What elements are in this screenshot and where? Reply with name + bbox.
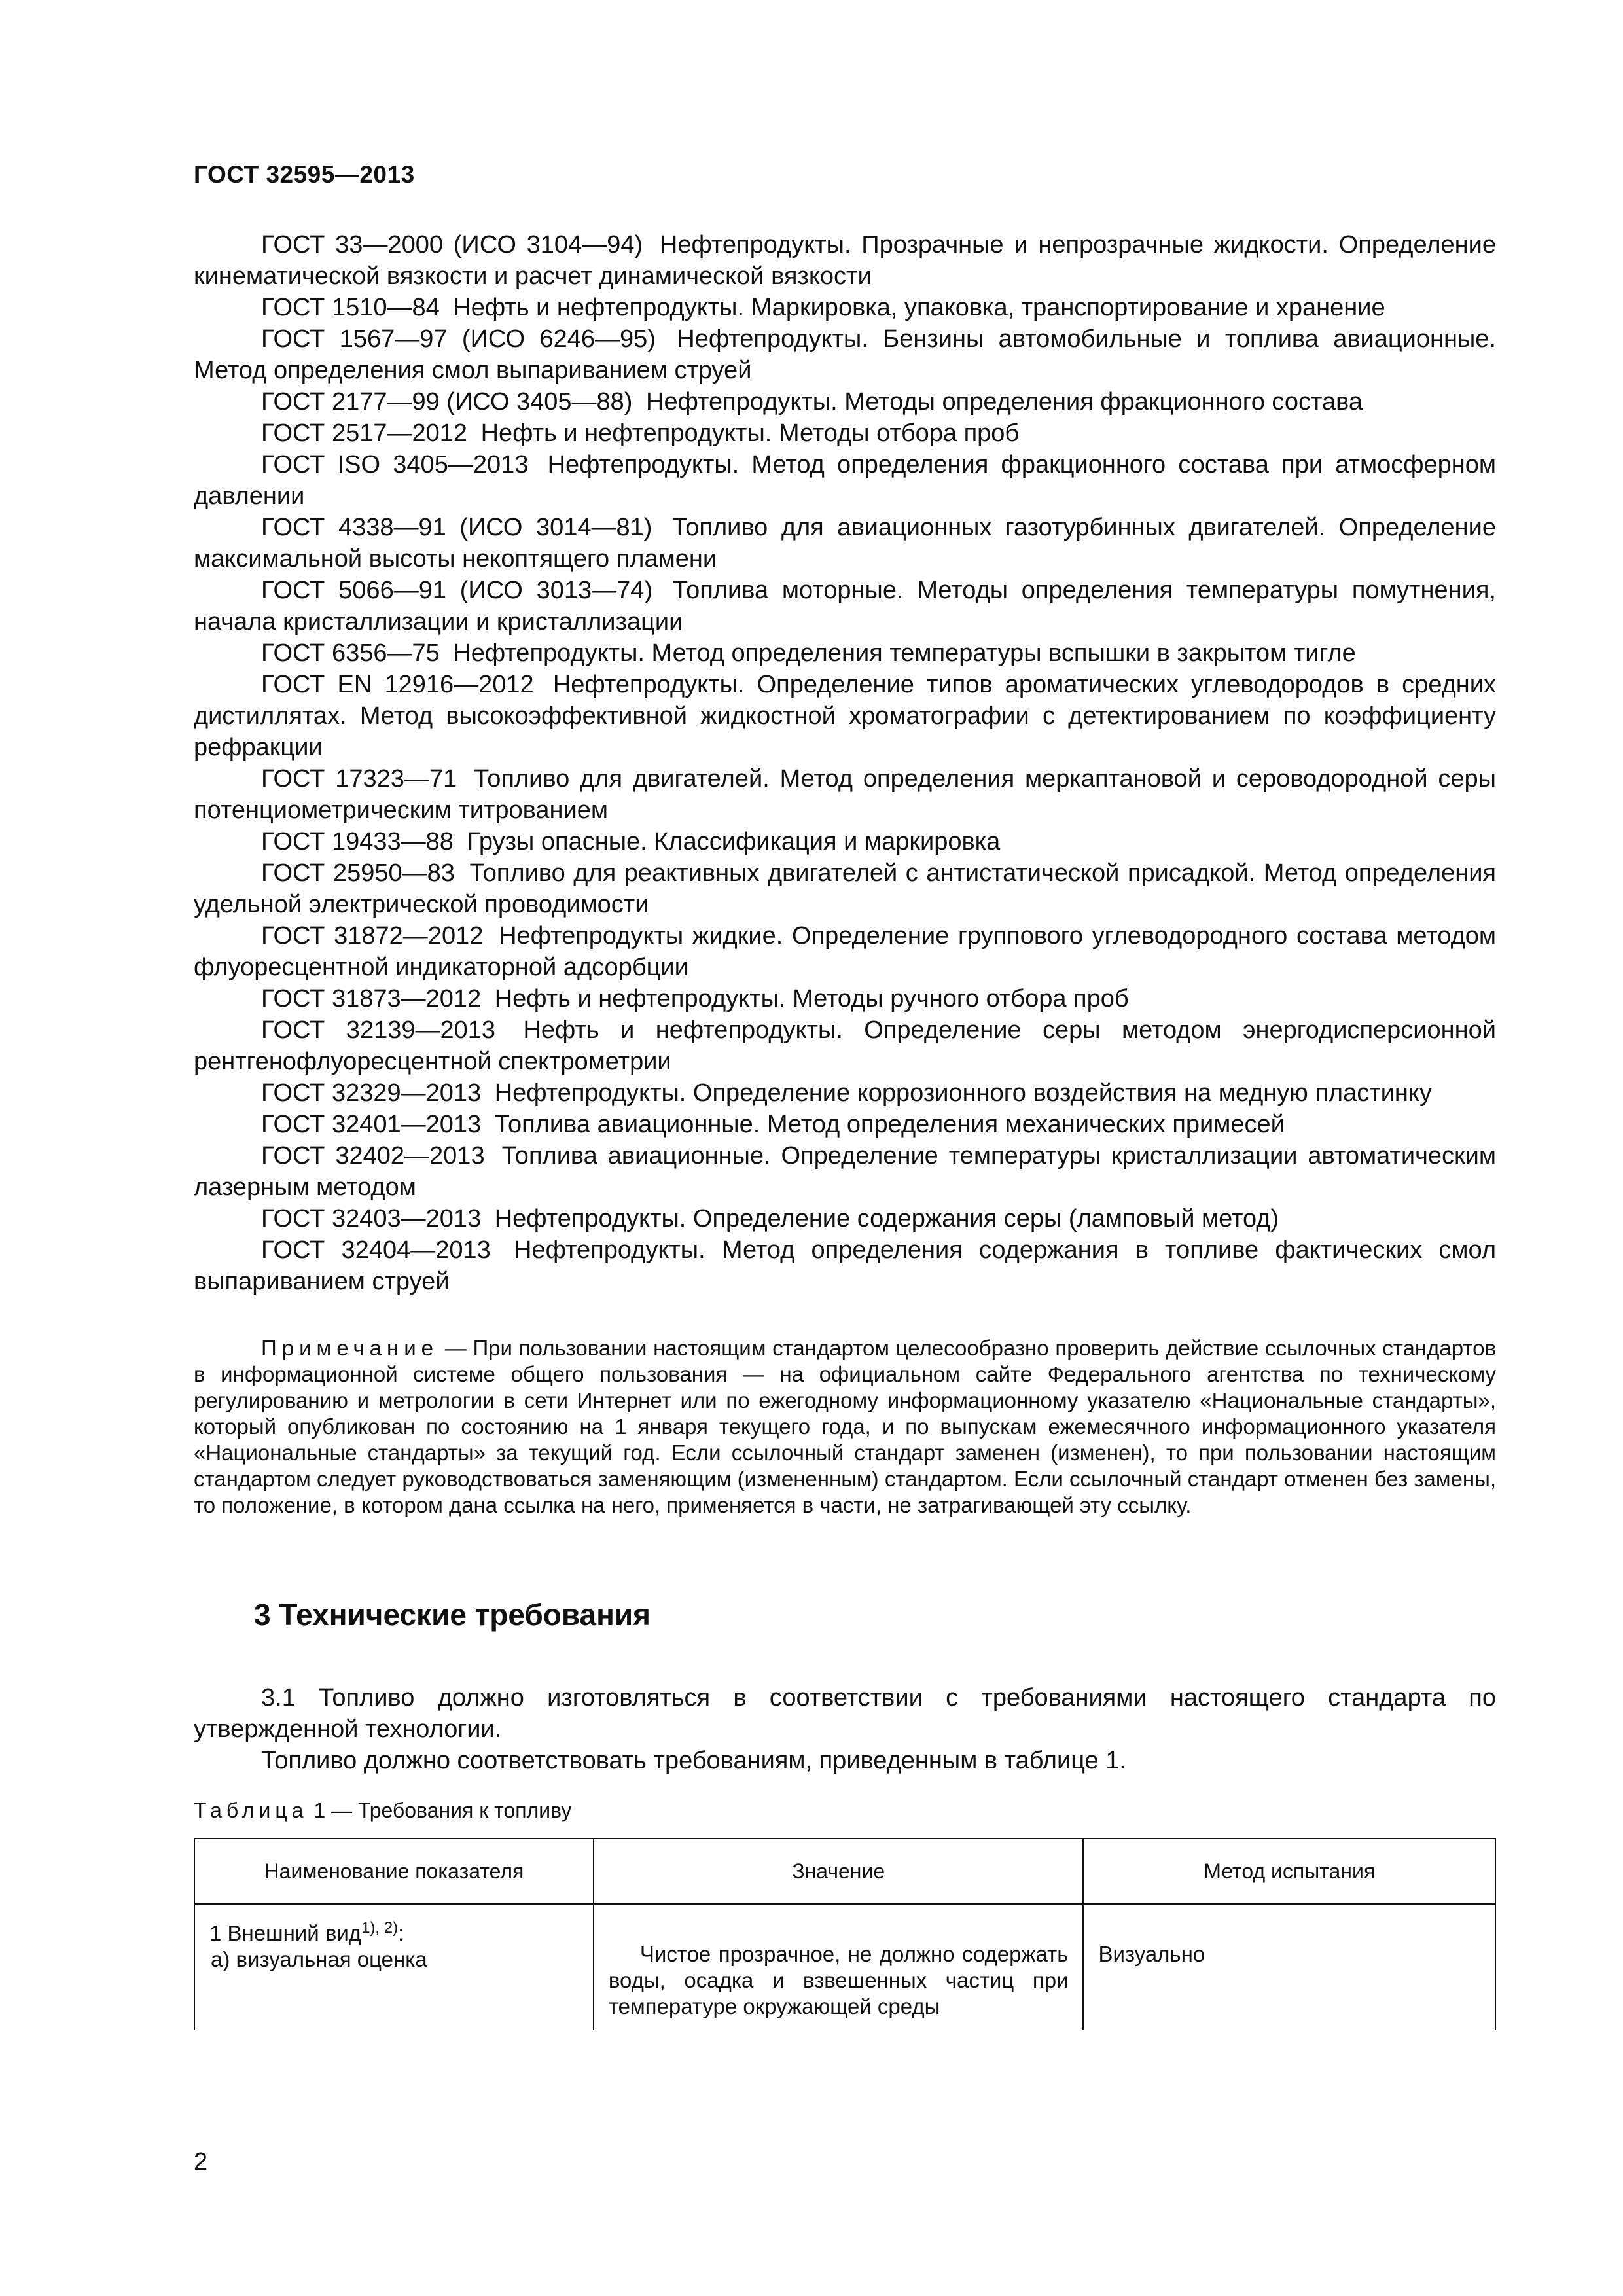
reference-title: Топлива авиационные. Метод определения механических примесей [494, 1111, 1285, 1138]
reference-item [194, 512, 1496, 575]
reference-code: ГОСТ 19433—88 [261, 828, 454, 855]
section-paragraph: 3.1 Топливо должно изготовляться в соответствии с требованиями настоящего стандарта по утвержденной технологии. [194, 1684, 1496, 1743]
reference-title: Топливо для двигателей. Метод определения меркаптановой и сероводородной серы потенциометрическим титрованием [194, 765, 1496, 824]
reference-title: Топлива авиационные. Определение температуры кристаллизации автоматическим лазерным методом [194, 1142, 1496, 1201]
table-caption-text: 1 — Требования к топливу [313, 1799, 572, 1822]
reference-code: ГОСТ EN 12916—2012 [261, 671, 534, 698]
table-header-value: Значение [594, 1839, 1084, 1904]
reference-code: ГОСТ 32402—2013 [261, 1142, 485, 1170]
reference-code: ГОСТ 31872—2012 [261, 922, 484, 950]
indicator-colon: : [398, 1921, 404, 1945]
section-paragraph: Топливо должно соответствовать требованиям, приведенным в таблице 1. [261, 1747, 1126, 1774]
table-header-method: Метод испытания [1083, 1839, 1495, 1904]
reference-code: ГОСТ 1510—84 [261, 294, 440, 321]
reference-item [194, 637, 1496, 669]
note-label: Примечание [261, 1336, 439, 1360]
reference-title: Нефтепродукты. Бензины автомобильные и топлива авиационные. Метод определения смол выпариванием струей [194, 325, 1496, 384]
reference-code: ГОСТ 33—2000 (ИСО 3104—94) [261, 231, 643, 259]
reference-item [194, 1140, 1496, 1203]
reference-item [194, 1077, 1496, 1109]
note-text: — При пользовании настоящим стандартом целесообразно проверить действие ссылочных стандартов в информационной системе общего пользования — на официальном сайте Федерального агентства по техническому регулированию и метрологии в сети Интернет или по ежегодному информационному указателю «Национальные стандарты», который опубликован по состоянию на 1 января текущего года, и по выпускам ежемесячного информационного указателя «Национальные стандарты» за текущий год. Если ссылочный стандарт заменен (изменен), то при пользовании настоящим стандартом следует руководствоваться заменяющим (измененным) стандартом. Если ссылочный стандарт отменен без замены, то положение, в котором дана ссылка на него, применяется в части, не затрагивающей эту ссылку. [194, 1336, 1496, 1517]
reference-title: Нефтепродукты. Определение типов ароматических углеводородов в средних дистиллятах. Метод высокоэффективной жидкостной хроматографии с детектированием по коэффициенту рефракции [194, 671, 1496, 761]
reference-title: Нефть и нефтепродукты. Методы отбора проб [480, 420, 1020, 447]
reference-code: ГОСТ 5066—91 (ИСО 3013—74) [261, 577, 653, 604]
table-cell-method [1083, 1904, 1495, 2030]
test-method: Визуально [1098, 1942, 1205, 1966]
reference-title: Топлива моторные. Методы определения температуры помутнения, начала кристаллизации и кристаллизации [194, 577, 1496, 636]
reference-title: Нефтепродукты. Метод определения содержания в топливе фактических смол выпариванием струей [194, 1236, 1497, 1295]
section-body [194, 1682, 1496, 1776]
reference-code: ГОСТ 32404—2013 [261, 1236, 491, 1264]
reference-code: ГОСТ ISO 3405—2013 [261, 451, 529, 478]
reference-title: Нефтепродукты. Прозрачные и непрозрачные жидкости. Определение кинематической вязкости и расчет динамической вязкости [194, 231, 1496, 290]
footnote-marks: 1), 2) [361, 1919, 399, 1937]
reference-item [194, 292, 1496, 323]
reference-title: Нефтепродукты. Определение коррозионного воздействия на медную пластинку [494, 1079, 1432, 1107]
reference-item [194, 669, 1496, 763]
reference-title: Нефтепродукты. Определение содержания серы (ламповый метод) [494, 1205, 1279, 1232]
section-title: 3 Технические требования [254, 1598, 651, 1632]
table-cell-value [594, 1904, 1084, 2030]
reference-title: Нефть и нефтепродукты. Определение серы методом энергодисперсионной рентгенофлуоресцентной спектрометрии [194, 1016, 1496, 1075]
reference-title: Нефть и нефтепродукты. Методы ручного отбора проб [494, 985, 1129, 1013]
reference-title: Нефть и нефтепродукты. Маркировка, упаковка, транспортирование и хранение [453, 294, 1385, 321]
reference-code: ГОСТ 2517—2012 [261, 420, 468, 447]
reference-item [194, 826, 1496, 857]
reference-code: ГОСТ 32329—2013 [261, 1079, 482, 1107]
reference-item [194, 1109, 1496, 1140]
reference-item [194, 575, 1496, 637]
reference-title: Нефтепродукты. Методы определения фракционного состава [646, 388, 1363, 416]
reference-code: ГОСТ 6356—75 [261, 639, 440, 667]
reference-item [194, 763, 1496, 826]
normative-references-list [194, 229, 1496, 1297]
reference-item [194, 418, 1496, 449]
reference-item [194, 857, 1496, 920]
reference-item [194, 1014, 1496, 1077]
reference-title: Нефтепродукты жидкие. Определение группового углеводородного состава методом флуоресцентной индикаторной адсорбции [194, 922, 1496, 981]
indicator-value: Чистое прозрачное, не должно содержать воды, осадка и взвешенных частиц при температуре окружающей среды [608, 1942, 1069, 2018]
reference-item [194, 1234, 1496, 1297]
reference-code: ГОСТ 25950—83 [261, 859, 455, 887]
reference-code: ГОСТ 17323—71 [261, 765, 457, 793]
reference-item [194, 323, 1496, 386]
table-row [194, 1904, 1495, 2030]
reference-item [194, 1203, 1496, 1234]
table-caption-label: Таблица [194, 1799, 308, 1822]
table-header-row [194, 1839, 1495, 1904]
reference-code: ГОСТ 32139—2013 [261, 1016, 496, 1044]
document-code-header: ГОСТ 32595—2013 [194, 161, 415, 188]
reference-code: ГОСТ 1567—97 (ИСО 6246—95) [261, 325, 656, 353]
reference-code: ГОСТ 4338—91 (ИСО 3014—81) [261, 514, 652, 541]
table-cell-name [194, 1904, 594, 2030]
reference-title: Нефтепродукты. Метод определения фракционного состава при атмосферном давлении [194, 451, 1496, 510]
reference-item [194, 983, 1496, 1014]
reference-item [194, 920, 1496, 983]
table-caption [194, 1799, 571, 1823]
indicator-name: 1 Внешний вид [209, 1921, 362, 1945]
reference-item [194, 386, 1496, 418]
reference-title: Топливо для авиационных газотурбинных двигателей. Определение максимальной высоты некоптящего пламени [194, 514, 1496, 573]
reference-item [194, 449, 1496, 512]
table-header-name: Наименование показателя [194, 1839, 594, 1904]
reference-code: ГОСТ 32401—2013 [261, 1111, 482, 1138]
reference-title: Грузы опасные. Классификация и маркировка [467, 828, 1001, 855]
reference-code: ГОСТ 2177—99 (ИСО 3405—88) [261, 388, 633, 416]
indicator-subitem: а) визуальная оценка [211, 1947, 427, 1971]
requirements-table [194, 1838, 1496, 2030]
note-paragraph [194, 1335, 1496, 1518]
reference-title: Нефтепродукты. Метод определения температуры вспышки в закрытом тигле [453, 639, 1356, 667]
reference-code: ГОСТ 31873—2012 [261, 985, 482, 1013]
page-number: 2 [194, 2148, 208, 2176]
reference-item [194, 229, 1496, 292]
references-note [194, 1335, 1496, 1518]
reference-title: Топливо для реактивных двигателей с антистатической присадкой. Метод определения удельной электрической проводимости [194, 859, 1496, 918]
reference-code: ГОСТ 32403—2013 [261, 1205, 482, 1232]
